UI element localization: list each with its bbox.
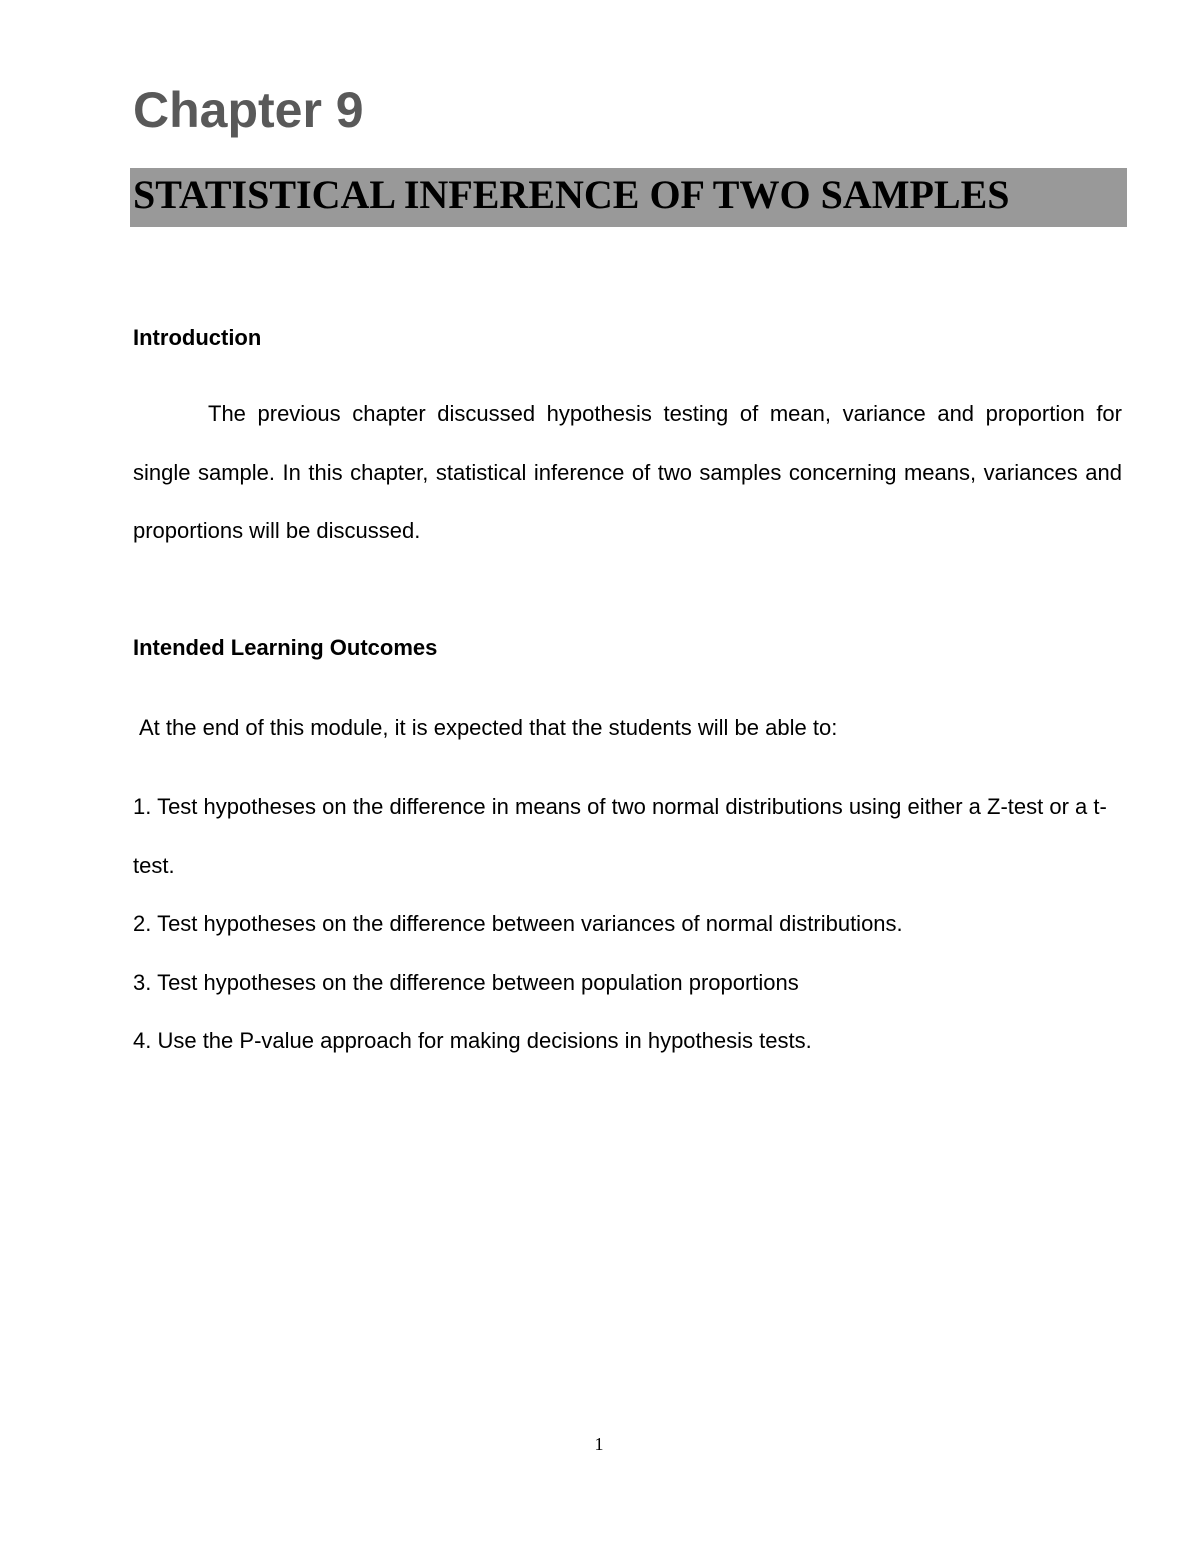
- learning-outcome-item: 3. Test hypotheses on the difference between population proportions: [133, 969, 799, 995]
- learning-outcome-item: 1. Test hypotheses on the difference in means of two normal distributions using either a Z-test or a t-test.: [133, 794, 1107, 878]
- learning-outcomes-lead: At the end of this module, it is expected that the students will be able to:: [139, 715, 838, 740]
- chapter-title: Chapter 9: [133, 82, 364, 138]
- chapter-subtitle: STATISTICAL INFERENCE OF TWO SAMPLES: [130, 168, 1127, 227]
- learning-outcomes-heading: Intended Learning Outcomes: [133, 635, 438, 660]
- introduction-paragraph: The previous chapter discussed hypothesis testing of mean, variance and proportion for single sample. In this chapter, statistical inference of two samples concerning means, variances and proportions will be discussed.: [133, 401, 1122, 543]
- learning-outcomes-list: [133, 778, 1122, 1071]
- learning-outcome-item: 4. Use the P-value approach for making decisions in hypothesis tests.: [133, 1028, 812, 1053]
- learning-outcome-item: 2. Test hypotheses on the difference between variances of normal distributions.: [133, 911, 903, 936]
- introduction-heading: Introduction: [133, 325, 262, 350]
- page-number: 1: [594, 1434, 604, 1454]
